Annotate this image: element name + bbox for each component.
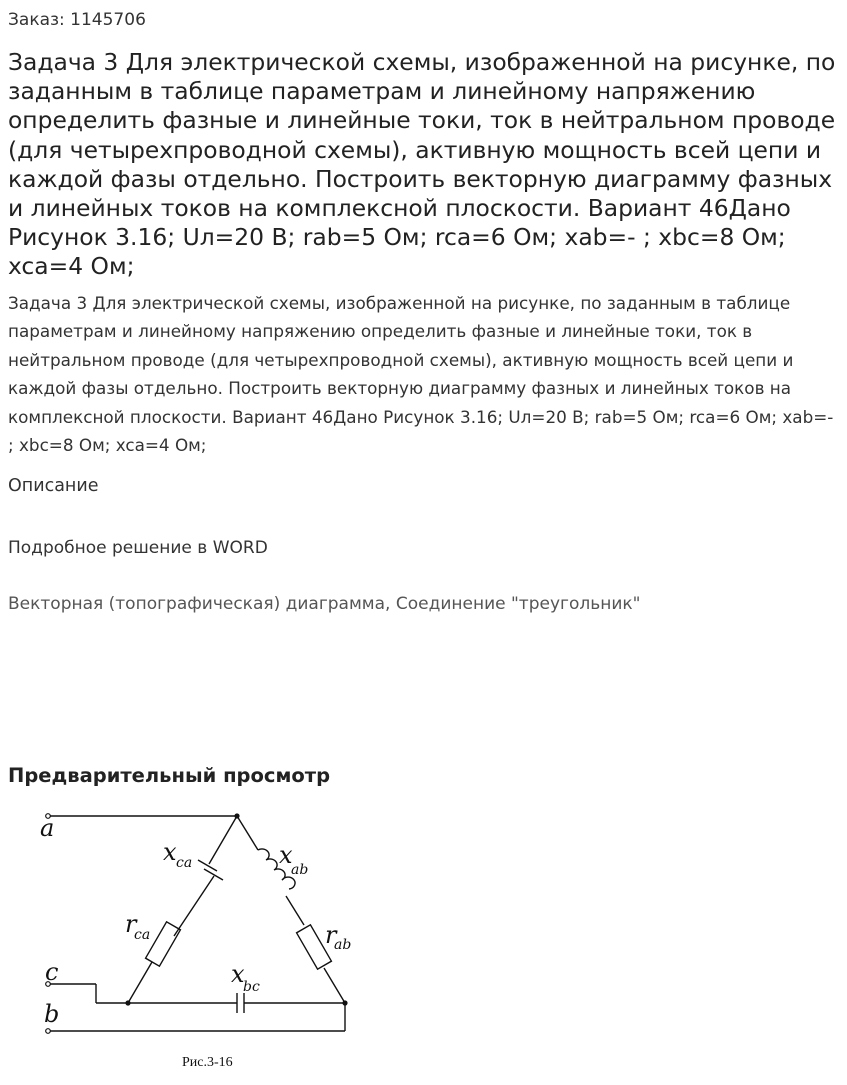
svg-text:x: x xyxy=(163,838,177,866)
task-title: Задача 3 Для электрической схемы, изображенной на рисунке, по заданным в таблице параметрам и линейному напряжению определить фазные и линейные токи, ток в нейтральном проводе (для четырехпроводной схемы), активную мощность всей цепи и каждой фазы отдельно. Построить векторную диаграмму фазных и линейных токов на комплексной плоскости. Вариант 46Дано Рисунок 3.16; Uл=20 В; rab=5 Ом; rca=6 Ом; xab=- ; xbc=8 Ом; xca=4 Ом; xyxy=(8,48,836,281)
svg-text:x: x xyxy=(279,841,293,869)
order-number: Заказ: 1145706 xyxy=(8,10,146,30)
svg-text:ab: ab xyxy=(291,862,309,878)
svg-text:ab: ab xyxy=(334,937,352,953)
svg-text:ca: ca xyxy=(134,927,151,943)
label-xca xyxy=(163,838,192,871)
label-xab xyxy=(279,841,308,878)
description-heading: Описание xyxy=(8,476,99,496)
tag-list: Векторная (топографическая) диаграмма, Соединение "треугольник" xyxy=(8,594,641,614)
label-xbc xyxy=(231,960,260,995)
node-b-label: b xyxy=(44,1000,60,1028)
preview-heading: Предварительный просмотр xyxy=(8,764,331,787)
task-description: Задача 3 Для электрической схемы, изображенной на рисунке, по заданным в таблице параметрам и линейному напряжению определить фазные и линейные токи, ток в нейтральном проводе (для четырехпроводной схемы), активную мощность всей цепи и каждой фазы отдельно. Построить векторную диаграмму фазных и линейных токов на комплексной плоскости. Вариант 46Дано Рисунок 3.16; Uл=20 В; rab=5 Ом; rca=6 Ом; xab=- ; xbc=8 Ом; xca=4 Ом; xyxy=(8,293,834,456)
circuit-diagram xyxy=(28,800,388,1080)
figure-caption: Рис.3-16 xyxy=(182,1055,233,1070)
description-text: Подробное решение в WORD xyxy=(8,538,268,558)
svg-text:x: x xyxy=(231,960,245,988)
svg-text:r: r xyxy=(125,910,137,938)
svg-text:bc: bc xyxy=(243,979,260,995)
node-a-label: a xyxy=(40,814,55,842)
node-c-label: c xyxy=(45,958,59,986)
svg-text:ca: ca xyxy=(176,855,193,871)
label-rab xyxy=(325,921,351,953)
svg-text:r: r xyxy=(325,921,337,949)
label-rca xyxy=(125,910,150,943)
